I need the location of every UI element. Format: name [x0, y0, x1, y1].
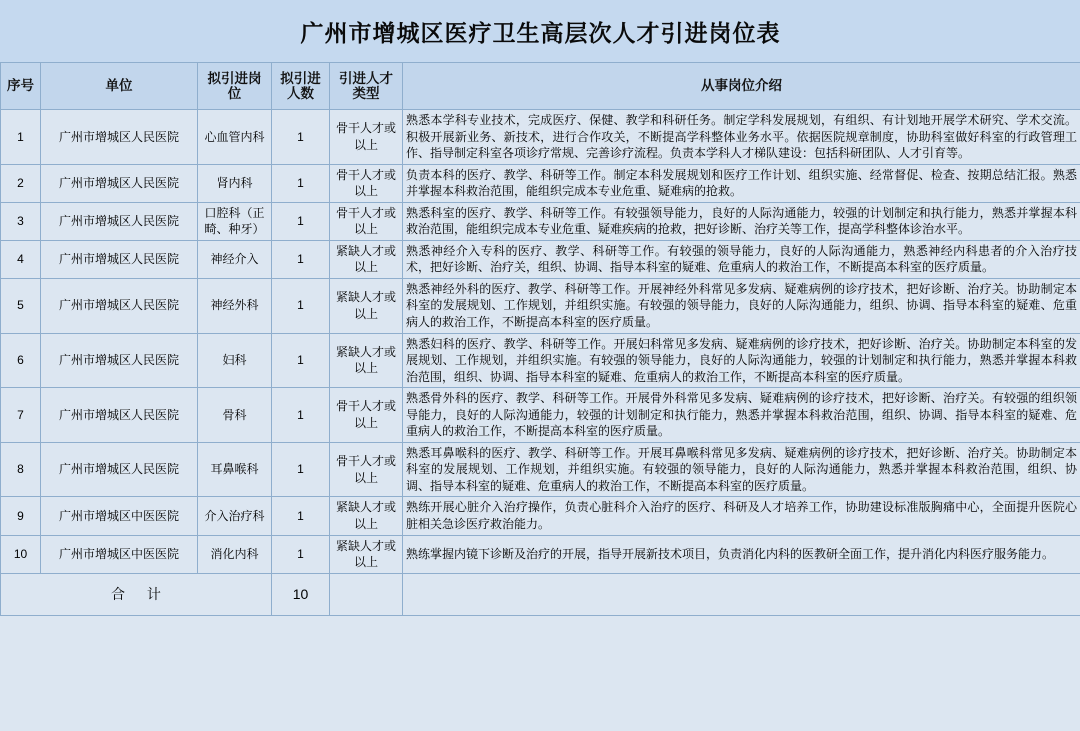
cell-post: 妇科 — [198, 333, 272, 388]
cell-unit: 广州市增城区人民医院 — [41, 278, 198, 333]
cell-count: 1 — [272, 333, 330, 388]
table-row — [1, 535, 1080, 573]
cell-post: 肾内科 — [198, 164, 272, 202]
cell-unit: 广州市增城区中医医院 — [41, 497, 198, 535]
cell-unit: 广州市增城区人民医院 — [41, 388, 198, 443]
total-talent-type-blank — [330, 573, 403, 615]
cell-post: 耳鼻喉科 — [198, 442, 272, 497]
total-count: 10 — [272, 573, 330, 615]
cell-count: 1 — [272, 497, 330, 535]
table-total-row — [1, 573, 1080, 615]
column-header-unit: 单位 — [41, 63, 198, 110]
cell-talent-type: 紧缺人才或以上 — [330, 278, 403, 333]
table-row — [1, 442, 1080, 497]
table-row — [1, 110, 1080, 165]
cell-description: 熟悉神经外科的医疗、教学、科研等工作。开展神经外科常见多发病、疑难病例的诊疗技术，把好诊断、治疗关。协助制定本科室的发展规划、工作规划，并组织实施。有较强的领导能力，良好的人际沟通能力，组织、协调、指导本科室的疑难、危重病人的救治工作，不断提高本科室的医疗质量。 — [403, 278, 1080, 333]
cell-talent-type: 骨干人才或以上 — [330, 442, 403, 497]
cell-seq: 7 — [1, 388, 41, 443]
column-header-description: 从事岗位介绍 — [403, 63, 1080, 110]
cell-seq: 2 — [1, 164, 41, 202]
cell-talent-type: 骨干人才或以上 — [330, 110, 403, 165]
table-row — [1, 388, 1080, 443]
cell-unit: 广州市增城区人民医院 — [41, 164, 198, 202]
cell-talent-type: 紧缺人才或以上 — [330, 240, 403, 278]
cell-post: 神经介入 — [198, 240, 272, 278]
cell-description: 熟悉本学科专业技术，完成医疗、保健、教学和科研任务。制定学科发展规划，有组织、有计划地开展学术研究、学术交流。积极开展新业务、新技术，进行合作攻关，不断提高学科整体业务水平。依据医院规章制度，协助科室做好科室的行政管理工作、指导制定科室各项诊疗常规、完善诊疗流程。负责本学科人才梯队建设：包括科研团队、人才引育等。 — [403, 110, 1080, 165]
column-header-seq: 序号 — [1, 63, 41, 110]
cell-description: 熟悉妇科的医疗、教学、科研等工作。开展妇科常见多发病、疑难病例的诊疗技术，把好诊断、治疗关。协助制定本科室的发展规划、工作规划，并组织实施。有较强的领导能力，良好的人际沟通能力，较强的计划制定和执行能力，熟悉并掌握本科救治范围，组织、协调、指导本科室的疑难、危重病人的救治工作，不断提高本科室的医疗质量。 — [403, 333, 1080, 388]
column-header-post: 拟引进岗位 — [198, 63, 272, 110]
cell-unit: 广州市增城区人民医院 — [41, 333, 198, 388]
page-title: 广州市增城区医疗卫生高层次人才引进岗位表 — [1, 1, 1080, 63]
table-title-row — [1, 1, 1080, 63]
cell-count: 1 — [272, 164, 330, 202]
cell-seq: 8 — [1, 442, 41, 497]
cell-talent-type: 骨干人才或以上 — [330, 164, 403, 202]
cell-seq: 3 — [1, 202, 41, 240]
cell-post: 口腔科（正畸、种牙） — [198, 202, 272, 240]
cell-count: 1 — [272, 535, 330, 573]
table-row — [1, 202, 1080, 240]
cell-description: 熟悉耳鼻喉科的医疗、教学、科研等工作。开展耳鼻喉科常见多发病、疑难病例的诊疗技术，把好诊断、治疗关。协助制定本科室的发展规划、工作规划，并组织实施。有较强的领导能力，良好的人际沟通能力，熟悉并掌握本科救治范围，组织、协调、指导本科室的疑难、危重病人的救治工作，不断提高本科室的医疗质量。 — [403, 442, 1080, 497]
cell-description: 熟悉神经介入专科的医疗、教学、科研等工作。有较强的领导能力，良好的人际沟通能力，熟悉神经内科患者的介入治疗技术，把好诊断、治疗关，组织、协调、指导本科室的疑难、危重病人的救治工作，不断提高本科室的医疗质量。 — [403, 240, 1080, 278]
cell-talent-type: 紧缺人才或以上 — [330, 333, 403, 388]
cell-count: 1 — [272, 110, 330, 165]
table-row — [1, 278, 1080, 333]
cell-seq: 5 — [1, 278, 41, 333]
cell-description: 负责本科的医疗、教学、科研等工作。制定本科发展规划和医疗工作计划、组织实施、经常督促、检查、按期总结汇报。熟悉并掌握本科救治范围，能组织完成本专业危重、疑难病的抢救。 — [403, 164, 1080, 202]
table-row — [1, 497, 1080, 535]
cell-seq: 4 — [1, 240, 41, 278]
cell-talent-type: 骨干人才或以上 — [330, 202, 403, 240]
cell-unit: 广州市增城区人民医院 — [41, 240, 198, 278]
cell-unit: 广州市增城区人民医院 — [41, 202, 198, 240]
table-row — [1, 164, 1080, 202]
cell-seq: 9 — [1, 497, 41, 535]
column-header-talent-type: 引进人才类型 — [330, 63, 403, 110]
cell-talent-type: 紧缺人才或以上 — [330, 535, 403, 573]
cell-seq: 10 — [1, 535, 41, 573]
total-description-blank — [403, 573, 1080, 615]
cell-description: 熟悉骨外科的医疗、教学、科研等工作。开展骨外科常见多发病、疑难病例的诊疗技术，把好诊断、治疗关。有较强的组织领导能力，良好的人际沟通能力，较强的计划制定和执行能力，熟悉并掌握本科救治范围，组织、协调、指导本科室的疑难、危重病人的救治工作，不断提高本科室的医疗质量。 — [403, 388, 1080, 443]
cell-unit: 广州市增城区人民医院 — [41, 110, 198, 165]
cell-count: 1 — [272, 442, 330, 497]
cell-unit: 广州市增城区中医医院 — [41, 535, 198, 573]
cell-post: 介入治疗科 — [198, 497, 272, 535]
cell-description: 熟练掌握内镜下诊断及治疗的开展，指导开展新技术项目，负责消化内科的医教研全面工作，提升消化内科医疗服务能力。 — [403, 535, 1080, 573]
cell-post: 神经外科 — [198, 278, 272, 333]
cell-count: 1 — [272, 240, 330, 278]
cell-talent-type: 紧缺人才或以上 — [330, 497, 403, 535]
cell-count: 1 — [272, 278, 330, 333]
table-row — [1, 333, 1080, 388]
cell-count: 1 — [272, 388, 330, 443]
cell-seq: 6 — [1, 333, 41, 388]
column-header-count: 拟引进人数 — [272, 63, 330, 110]
cell-talent-type: 骨干人才或以上 — [330, 388, 403, 443]
cell-unit: 广州市增城区人民医院 — [41, 442, 198, 497]
cell-post: 心血管内科 — [198, 110, 272, 165]
cell-seq: 1 — [1, 110, 41, 165]
cell-post: 消化内科 — [198, 535, 272, 573]
cell-post: 骨科 — [198, 388, 272, 443]
cell-count: 1 — [272, 202, 330, 240]
cell-description: 熟练开展心脏介入治疗操作，负责心脏科介入治疗的医疗、科研及人才培养工作，协助建设标准版胸痛中心，全面提升医院心脏相关急诊医疗救治能力。 — [403, 497, 1080, 535]
cell-description: 熟悉科室的医疗、教学、科研等工作。有较强领导能力，良好的人际沟通能力，较强的计划制定和执行能力，熟悉并掌握本科救治范围，能组织完成本专业危重、疑难疾病的抢救，把好诊断、治疗关等工作，提高学科整体诊治水平。 — [403, 202, 1080, 240]
table-header-row — [1, 63, 1080, 110]
table-row — [1, 240, 1080, 278]
total-label: 合 计 — [1, 573, 272, 615]
